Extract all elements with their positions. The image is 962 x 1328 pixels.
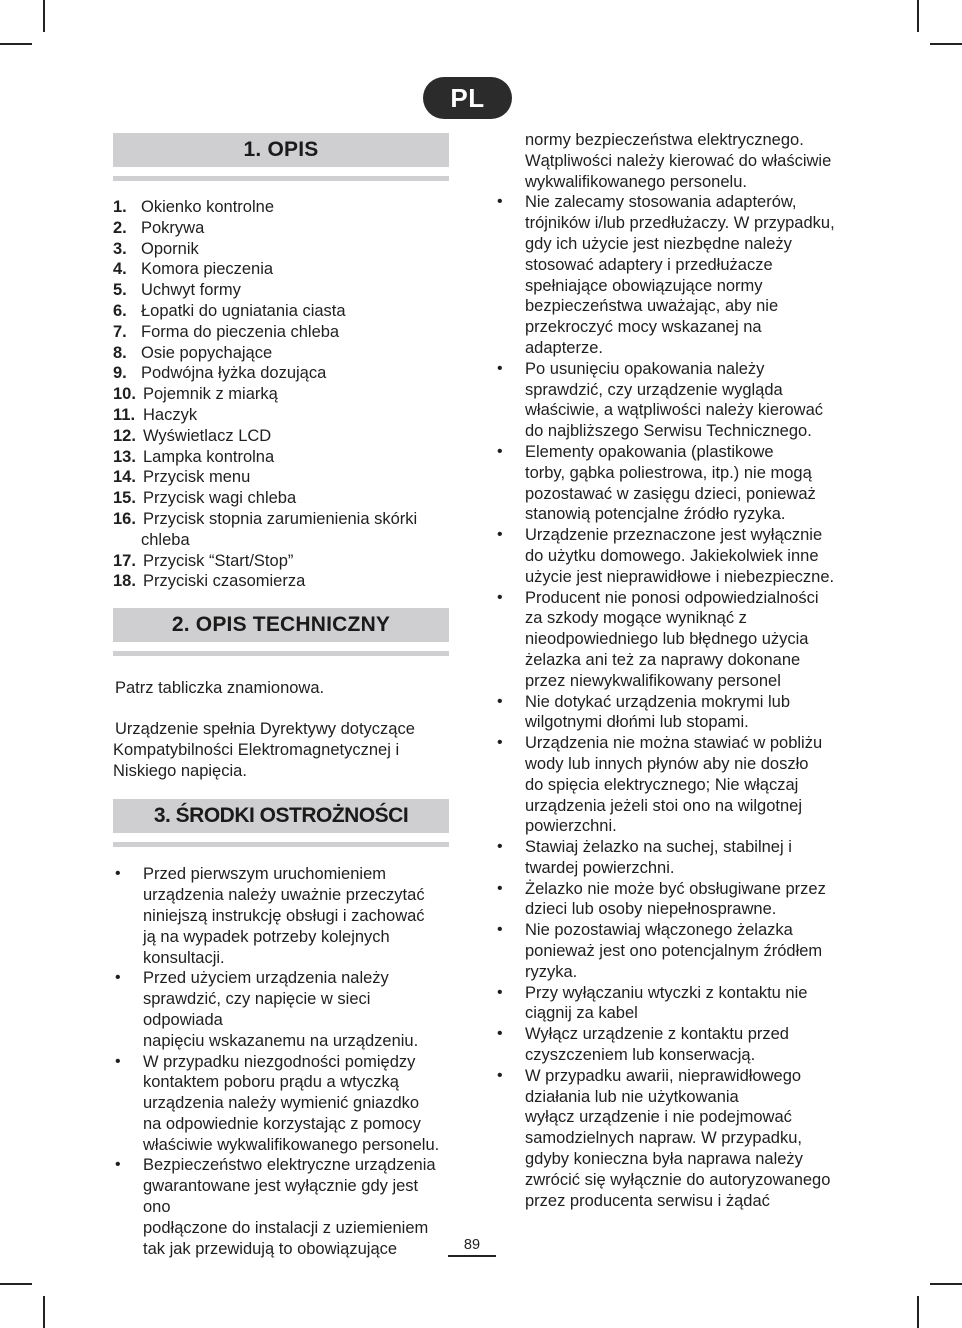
- safety-bullet: [113, 1052, 449, 1156]
- safety-bullet: [495, 442, 835, 525]
- parts-list-item: [113, 384, 449, 405]
- bullet-line: adapterze.: [525, 338, 603, 357]
- parts-list-item: [113, 363, 449, 384]
- directive-line: Niskiego napięcia.: [113, 761, 247, 780]
- bullet-line: żelazka ani też za naprawy dokonane: [525, 650, 801, 669]
- parts-list-item: [113, 571, 449, 592]
- part-label: Forma do pieczenia chleba: [141, 322, 340, 341]
- safety-bullet: [113, 864, 449, 968]
- parts-list-item: [113, 197, 449, 218]
- safety-bullet: [495, 525, 835, 587]
- section-srodki-ostroznosci: [113, 799, 449, 847]
- bullet-line: • Po usunięciu opakowania należy: [525, 359, 765, 378]
- bullet-line: tak jak przewidują to obowiązujące: [143, 1239, 398, 1258]
- crop-mark-top-right-vertical: [917, 0, 919, 32]
- parts-list-item: [113, 301, 449, 322]
- parts-list-item: [113, 218, 449, 239]
- bullet-line: przez producenta serwisu i żądać: [525, 1191, 770, 1210]
- part-label: Komora pieczenia: [141, 260, 274, 279]
- left-column: [113, 133, 449, 1259]
- bullet-line: do użytku domowego. Jakiekolwiek inne: [525, 546, 819, 565]
- part-number: 18.: [113, 572, 136, 591]
- bullet-line: urządzenia jeżeli stoi ono na wilgotnej: [525, 796, 803, 815]
- bullet-line: zwrócić się wyłącznie do autoryzowanego: [525, 1170, 831, 1189]
- bullet-line: gdyby konieczna była naprawa należy: [525, 1150, 803, 1169]
- bullet-line: • Bezpieczeństwo elektryczne urządzenia: [143, 1156, 436, 1175]
- crop-mark-bottom-right-horizontal: [930, 1283, 962, 1285]
- bullet-line: gwarantowane jest wyłącznie gdy jest ono: [143, 1177, 419, 1217]
- bullet-line: przez niewykwalifikowany personel: [525, 671, 781, 690]
- part-number: 14.: [113, 468, 136, 487]
- bullet-line: • W przypadku niezgodności pomiędzy: [143, 1052, 416, 1071]
- part-number: 9.: [113, 364, 127, 383]
- part-number: [113, 530, 141, 551]
- part-label: Pokrywa: [141, 218, 205, 237]
- safety-bullet: [495, 733, 835, 837]
- bullet-line: • Nie zalecamy stosowania adapterów,: [525, 193, 797, 212]
- section-heading-opis: 1. OPIS: [113, 133, 449, 167]
- part-label: Uchwyt formy: [141, 281, 241, 300]
- part-number: 11.: [113, 405, 136, 424]
- section-opis: [113, 133, 449, 181]
- part-label: Przyciski czasomierza: [143, 572, 306, 591]
- bullet-line: • Wyłącz urządzenie z kontaktu przed: [525, 1025, 789, 1044]
- bullet-line: bezpieczeństwa uważając, aby nie: [525, 297, 779, 316]
- part-number: 6.: [113, 301, 127, 320]
- part-label: Pojemnik z miarką: [143, 385, 278, 404]
- crop-mark-bottom-left-vertical: [43, 1296, 45, 1328]
- bullet-line: spełniające obowiązujące normy: [525, 276, 763, 295]
- part-number: 12.: [113, 426, 136, 445]
- bullet-line: • Przy wyłączaniu wtyczki z kontaktu nie: [525, 983, 808, 1002]
- part-label: Łopatki do ugniatania ciasta: [141, 301, 346, 320]
- crop-mark-bottom-right-vertical: [917, 1296, 919, 1328]
- parts-list-item: [113, 239, 449, 260]
- section-opis-techniczny: [113, 608, 449, 656]
- crop-mark-top-right-horizontal: [930, 43, 962, 45]
- part-number: 7.: [113, 322, 127, 341]
- bullet-line: • Nie dotykać urządzenia mokrymi lub: [525, 692, 791, 711]
- bullet-line: za szkody mogące wyniknąć z: [525, 609, 747, 628]
- safety-bullet-list-left: [113, 864, 449, 1259]
- bullet-line: • Urządzenie przeznaczone jest wyłącznie: [525, 526, 823, 545]
- bullet-line: ponieważ jest ono potencjalnym źródłem: [525, 942, 823, 961]
- bullet-line: urządzenia należy wymienić gniazdko: [143, 1094, 420, 1113]
- part-label: Lampka kontrolna: [143, 447, 275, 466]
- bullet-line: ryzyka.: [525, 962, 578, 981]
- parts-list-item: [113, 530, 449, 551]
- bullet-line: • Przed pierwszym uruchomieniem: [143, 865, 386, 884]
- bullet-line: napięciu wskazanemu na urządzeniu.: [143, 1031, 419, 1050]
- bullet-line: • Przed użyciem urządzenia należy: [143, 969, 389, 988]
- bullet-line: • Żelazko nie może być obsługiwane przez: [525, 879, 826, 898]
- directive-line: Kompatybilności Elektromagnetycznej i: [113, 740, 400, 759]
- bullet-line: przekroczyć mocy wskazanej na: [525, 318, 762, 337]
- part-label: Przycisk menu: [143, 468, 251, 487]
- bullet-line: • Stawiaj żelazko na suchej, stabilnej i: [525, 838, 792, 857]
- parts-list-item: [113, 447, 449, 468]
- section-heading-opis-techniczny: 2. OPIS TECHNICZNY: [113, 608, 449, 642]
- part-number: 1.: [113, 198, 127, 216]
- heading-rule: [113, 176, 449, 181]
- bullet-line: torby, gąbka poliestrowa, itp.) nie mogą: [525, 463, 812, 482]
- directive-line: Urządzenie spełnia Dyrektywy dotyczące: [115, 719, 415, 738]
- crop-mark-bottom-left-horizontal: [0, 1283, 32, 1285]
- part-label: Haczyk: [143, 405, 198, 424]
- bullet-line: twardej powierzchni.: [525, 858, 675, 877]
- bullet-line: właściwie, a wątpliwości należy kierować: [525, 401, 824, 420]
- page-number: 89: [463, 1237, 481, 1253]
- part-label: Przycisk wagi chleba: [143, 489, 297, 508]
- bullet-line: • Urządzenia nie można stawiać w pobliżu: [525, 734, 823, 753]
- part-number: 4.: [113, 260, 127, 279]
- crop-mark-top-left-horizontal: [0, 43, 32, 45]
- parts-list-item: [113, 467, 449, 488]
- bullet-line: do najbliższego Serwisu Technicznego.: [525, 422, 812, 441]
- part-number: 16.: [113, 509, 136, 528]
- parts-list-item: [113, 405, 449, 426]
- bullet-line: wilgotnymi dłońmi lub stopami.: [525, 713, 749, 732]
- bullet-line: ją na wypadek potrzeby kolejnych: [143, 927, 390, 946]
- bullet-line: Wątpliwości należy kierować do właściwie: [525, 151, 832, 170]
- bullet-line: wody lub innych płynów aby nie doszło: [525, 754, 809, 773]
- safety-bullet-list-right: [495, 130, 835, 1211]
- bullet-line: sprawdzić, czy napięcie w sieci odpowiada: [143, 990, 371, 1029]
- crop-mark-top-left-vertical: [43, 0, 45, 32]
- safety-bullet: [495, 359, 835, 442]
- parts-list-item: [113, 551, 449, 572]
- part-number: 5.: [113, 281, 127, 300]
- part-number: 8.: [113, 343, 127, 362]
- parts-list-item: [113, 322, 449, 343]
- bullet-line: wykwalifikowanego personelu.: [525, 172, 747, 191]
- bullet-line: podłączone do instalacji z uziemieniem: [143, 1218, 429, 1237]
- safety-bullet: [495, 920, 835, 982]
- safety-bullet: [495, 692, 835, 734]
- bullet-line: stanowią potencjalne źródło ryzyka.: [525, 505, 786, 524]
- part-number: 17.: [113, 551, 136, 570]
- bullet-line: czyszczeniem lub konserwacją.: [525, 1046, 756, 1065]
- right-column: [495, 130, 835, 1211]
- safety-bullet-continuation: [495, 130, 835, 192]
- safety-bullet: [495, 1024, 835, 1066]
- bullet-line: stosować adaptery i przedłużacze: [525, 255, 773, 274]
- bullet-line: powierzchni.: [525, 817, 617, 836]
- part-label: Opornik: [141, 239, 199, 258]
- part-label: Osie popychające: [141, 343, 273, 362]
- safety-bullet: [495, 879, 835, 921]
- language-badge: PL: [423, 77, 512, 119]
- bullet-line: na odpowiednie korzystając z pomocy: [143, 1114, 421, 1133]
- bullet-line: trójników i/lub przedłużaczy. W przypadku,: [525, 214, 835, 233]
- part-label: Wyświetlacz LCD: [143, 426, 272, 445]
- bullet-line: samodzielnych napraw. W przypadku,: [525, 1129, 802, 1148]
- safety-bullet: [113, 968, 449, 1051]
- safety-bullet: [113, 1155, 449, 1259]
- bullet-line: ciągnij za kabel: [525, 1004, 638, 1023]
- safety-bullet: [495, 192, 835, 358]
- part-number: 2.: [113, 218, 127, 237]
- directive-note: [113, 719, 449, 781]
- part-label: Okienko kontrolne: [141, 198, 274, 216]
- bullet-line: użycie jest nieprawidłowe i niebezpieczne.: [525, 567, 835, 586]
- part-label: chleba: [141, 530, 190, 549]
- bullet-line: normy bezpieczeństwa elektrycznego.: [525, 131, 804, 149]
- parts-list-item: [113, 259, 449, 280]
- bullet-line: sprawdzić, czy urządzenie wygląda: [525, 380, 783, 399]
- parts-list-item: [113, 426, 449, 447]
- part-number: 10.: [113, 385, 136, 404]
- parts-list: [113, 197, 449, 592]
- parts-list-item: [113, 280, 449, 301]
- bullet-line: • Elementy opakowania (plastikowe: [525, 442, 774, 461]
- part-number: 15.: [113, 489, 136, 508]
- part-number: 13.: [113, 447, 136, 466]
- bullet-line: dzieci lub osoby niepełnosprawne.: [525, 900, 777, 919]
- page-number-rule: [448, 1255, 496, 1257]
- safety-bullet: [495, 837, 835, 879]
- heading-rule: [113, 651, 449, 656]
- bullet-line: • W przypadku awarii, nieprawidłowego: [525, 1066, 802, 1085]
- bullet-line: do spięcia elektrycznego; Nie włączaj: [525, 775, 799, 794]
- safety-bullet: [495, 983, 835, 1025]
- parts-list-item: [113, 509, 449, 530]
- bullet-line: urządzenia należy uważnie przeczytać: [143, 886, 425, 905]
- part-label: Przycisk “Start/Stop”: [143, 551, 294, 570]
- bullet-line: kontaktem poboru prądu a wtyczką: [143, 1073, 399, 1092]
- bullet-line: pozostawać w zasięgu dzieci, ponieważ: [525, 484, 816, 503]
- bullet-line: konsultacji.: [143, 948, 225, 967]
- safety-bullet: [495, 588, 835, 692]
- part-label: Przycisk stopnia zarumienienia skórki: [143, 509, 418, 528]
- bullet-line: gdy ich użycie jest niezbędne należy: [525, 234, 792, 253]
- part-label: Podwójna łyżka dozująca: [141, 364, 327, 383]
- bullet-line: nieodpowiedniego lub błędnego użycia: [525, 630, 809, 649]
- bullet-line: właściwie wykwalifikowanego personelu.: [143, 1135, 440, 1154]
- parts-list-item: [113, 488, 449, 509]
- bullet-line: wyłącz urządzenie i nie podejmować: [525, 1108, 792, 1127]
- bullet-line: działania lub nie użytkowania: [525, 1087, 739, 1106]
- part-number: 3.: [113, 239, 127, 258]
- rating-plate-note: Patrz tabliczka znamionowa.: [115, 679, 325, 698]
- section-heading-srodki-ostroznosci: 3. ŚRODKI OSTROŻNOŚCI: [113, 799, 449, 833]
- parts-list-item: [113, 343, 449, 364]
- safety-bullet: [495, 1066, 835, 1212]
- heading-rule: [113, 842, 449, 847]
- bullet-line: niniejszą instrukcję obsługi i zachować: [143, 906, 425, 925]
- bullet-line: • Producent nie ponosi odpowiedzialności: [525, 588, 819, 607]
- bullet-line: • Nie pozostawiaj włączonego żelazka: [525, 921, 793, 940]
